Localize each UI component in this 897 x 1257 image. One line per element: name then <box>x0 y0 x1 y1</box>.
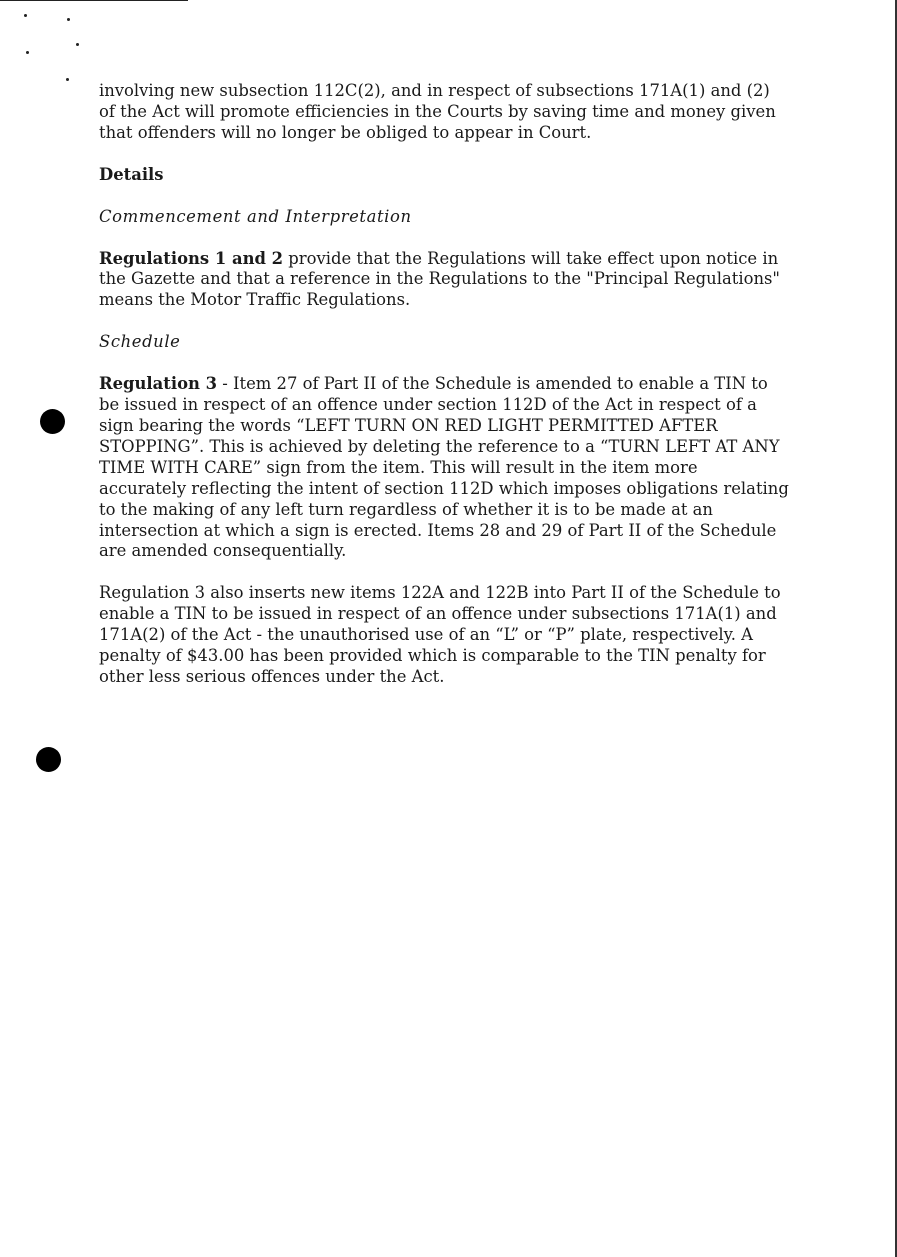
section-heading-commencement: Commencement and Interpretation <box>99 206 412 226</box>
document-body <box>99 81 789 688</box>
details-heading: Details <box>99 164 164 184</box>
paragraph-lead: Regulation 3 <box>99 374 218 394</box>
scan-speck <box>26 51 29 54</box>
scan-speck <box>24 14 27 17</box>
paragraph-text: provide that the Regulations will take effect upon notice in the Gazette and that a reference in the Regulations to the "Principal Regulations" means the Motor Traffic Regulations. <box>99 248 780 310</box>
section-heading-schedule: Schedule <box>99 332 181 352</box>
top-edge-rule <box>0 0 188 1</box>
punch-hole <box>36 747 61 772</box>
paragraph-lead: Regulations 1 and 2 <box>99 248 284 268</box>
scan-speck <box>67 18 70 21</box>
regulations-1-2-paragraph <box>99 249 789 312</box>
regulation-3-items-paragraph: Regulation 3 also inserts new items 122A and 122B into Part II of the Schedule to enable a TIN to be issued in respect of an offence under subsections 171A(1) and 171A(2) of the Act - the unauthorised use of an “L” or “P” plate, respectively. A penalty of $43.00 has been provided which is comparable to the TIN penalty for other less serious offences under the Act. <box>99 583 781 686</box>
punch-hole <box>40 409 65 434</box>
scan-speck <box>66 78 69 81</box>
regulation-3-paragraph <box>99 374 789 562</box>
intro-paragraph: involving new subsection 112C(2), and in respect of subsections 171A(1) and (2) of the Act will promote efficiencies in the Courts by saving time and money given that offenders will no longer be obliged to appear in Court. <box>99 81 776 142</box>
scan-speck <box>76 43 79 46</box>
paragraph-text: - Item 27 of Part II of the Schedule is amended to enable a TIN to be issued in respect of an offence under section 112D of the Act in respect of a sign bearing the words “LEFT TURN ON RED LIGHT PERMITTED AFTER STOPPING”. This is achieved by deleting the reference to a “TURN LEFT AT ANY TIME WITH CARE” sign from the item. This will result in the item more accurately reflecting the intent of section 112D which imposes obligations relating to the making of any left turn regardless of whether it is to be made at an intersection at which a sign is erected. Items 28 and 29 of Part II of the Schedule are amended consequentially. <box>99 374 789 561</box>
